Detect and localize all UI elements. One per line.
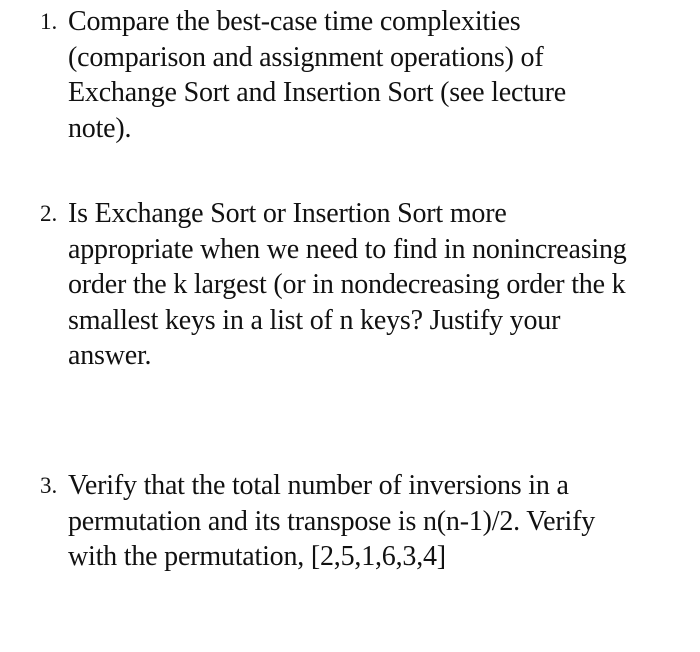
question-line: Is Exchange Sort or Insertion Sort more — [68, 198, 507, 229]
question-line: with the permutation, [2,5,1,6,3,4] — [68, 541, 446, 572]
question-3 — [40, 468, 690, 575]
question-line: smallest keys in a list of n keys? Justify your — [68, 304, 561, 336]
question-line: Verify that the total number of inversions in a — [68, 470, 569, 501]
question-text — [68, 468, 690, 575]
question-number: 3. — [40, 473, 58, 498]
question-line: order the k largest (or in nondecreasing order the k — [68, 269, 626, 300]
question-line: Compare the best-case time complexities — [68, 6, 521, 37]
question-number: 2. — [40, 201, 58, 226]
question-text — [68, 196, 690, 374]
question-1 — [40, 4, 690, 146]
question-line: answer. — [68, 340, 152, 371]
question-line: Exchange Sort and Insertion Sort (see lecture — [68, 77, 566, 108]
question-text — [68, 4, 690, 146]
question-line: (comparison and assignment operations) of — [68, 41, 544, 73]
question-line: appropriate when we need to find in nonincreasing — [68, 233, 627, 265]
question-number: 1. — [40, 9, 58, 34]
question-line: note). — [68, 112, 132, 144]
question-line: permutation and its transpose is n(n-1)/2. Verify — [68, 505, 596, 537]
question-2 — [40, 196, 690, 374]
